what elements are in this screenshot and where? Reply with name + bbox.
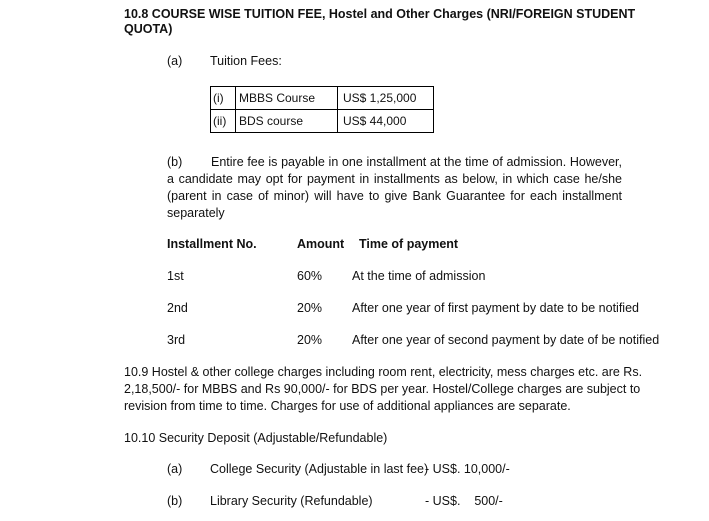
security-item-marker: (b) bbox=[167, 494, 183, 508]
security-item-amount: - US$. 10,000/- bbox=[425, 462, 510, 476]
security-item-amount: - US$. 500/- bbox=[425, 494, 503, 508]
table-row bbox=[211, 87, 434, 110]
installment-header-amount: Amount bbox=[297, 237, 345, 251]
fee-row-number: (i) bbox=[211, 87, 236, 110]
installment-paragraph: Entire fee is payable in one installment at the time of admission. However, a candidate may opt for payment in installments as below, in which case he/she (parent in case of minor) will have to give Bank Guarantee for each installment separately bbox=[167, 155, 622, 220]
installment-row-time: At the time of admission bbox=[352, 269, 486, 283]
installment-row-amount: 60% bbox=[297, 269, 323, 283]
installment-row-no: 2nd bbox=[167, 301, 188, 315]
security-item-marker: (a) bbox=[167, 462, 183, 476]
installment-row-time: After one year of second payment by date of be notified bbox=[352, 333, 660, 347]
tuition-fee-table bbox=[210, 86, 434, 133]
tuition-fees-label: Tuition Fees: bbox=[210, 54, 282, 68]
fee-row-amount: US$ 44,000 bbox=[338, 110, 434, 133]
installment-row-amount: 20% bbox=[297, 301, 323, 315]
installment-header-no: Installment No. bbox=[167, 237, 257, 251]
fee-row-amount: US$ 1,25,000 bbox=[338, 87, 434, 110]
installment-row-no: 3rd bbox=[167, 333, 186, 347]
security-item-label: Library Security (Refundable) bbox=[210, 494, 373, 508]
installment-row-time: After one year of first payment by date to be notified bbox=[352, 301, 639, 315]
item-b-marker: (b) bbox=[167, 155, 183, 169]
fee-row-course: BDS course bbox=[236, 110, 338, 133]
fee-row-number: (ii) bbox=[211, 110, 236, 133]
installment-header-time: Time of payment bbox=[359, 237, 459, 251]
section-10-8-heading-line1: 10.8 COURSE WISE TUITION FEE, Hostel and Other Charges (NRI/FOREIGN STUDENT bbox=[124, 7, 636, 21]
installment-row-no: 1st bbox=[167, 269, 184, 283]
installment-row-amount: 20% bbox=[297, 333, 323, 347]
table-row bbox=[211, 110, 434, 133]
section-10-8-heading-line2: QUOTA) bbox=[124, 22, 173, 36]
security-item-label: College Security (Adjustable in last fee) bbox=[210, 462, 429, 476]
fee-row-course: MBBS Course bbox=[236, 87, 338, 110]
section-10-9-paragraph: 10.9 Hostel & other college charges including room rent, electricity, mess charges etc. are Rs. 2,18,500/- for MBBS and Rs 90,000/- for BDS per year. Hostel/College charges are subject to revision from time to time. Charges for use of additional appliances are separate. bbox=[124, 365, 643, 413]
section-10-10-heading: 10.10 Security Deposit (Adjustable/Refundable) bbox=[124, 431, 388, 445]
item-a-marker: (a) bbox=[167, 54, 183, 68]
